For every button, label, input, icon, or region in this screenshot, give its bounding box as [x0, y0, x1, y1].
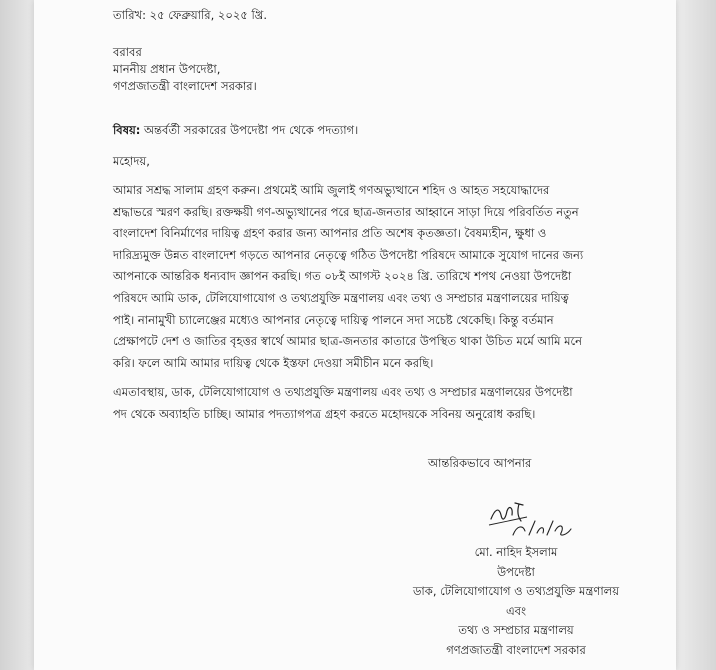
paragraph-line: পরিষদে আমি ডাক, টেলিযোগাযোগ ও তথ্যপ্রযুক্তি মন্ত্রণালয় এবং তথ্য ও সম্প্রচার মন্ত্রণালয়ের দায়িত্ব	[113, 290, 569, 305]
paragraph-line: শ্রদ্ধাভরে স্মরণ করছি। রক্তক্ষয়ী গণ-অভ্যুত্থানের পরে ছাত্র-জনতার আহ্বানে সাড়া দিয়ে পরিবর্তিত নতুন	[113, 204, 579, 219]
body-paragraph-1	[113, 180, 603, 374]
paragraph-line: এমতাবস্থায়, ডাক, টেলিযোগাযোগ ও তথ্যপ্রযুক্তি মন্ত্রণালয় এবং তথ্য ও সম্প্রচার মন্ত্রণালয়ের উপদেষ্টা	[113, 385, 573, 399]
salutation: মহোদয়,	[113, 154, 150, 168]
letter-page	[34, 0, 676, 670]
subject-label: বিষয়:	[113, 123, 141, 137]
paragraph-line: বাংলাদেশ বিনির্মাণের দায়িত্ব গ্রহণ করার জন্য আপনার প্রতি অশেষ কৃতজ্ঞতা। বৈষম্যহীন, ক্ষুধা ও	[113, 226, 547, 241]
recipient-line-3: গণপ্রজাতন্ত্রী বাংলাদেশ সরকার।	[113, 79, 257, 93]
signer-ministry-2: তথ্য ও সম্প্রচার মন্ত্রণালয়	[458, 623, 574, 637]
paragraph-line: আপনাকে আন্তরিক ধন্যবাদ জ্ঞাপন করছি। গত ০৮ই আগস্ট ২০২৪ খ্রি. তারিখে শপথ নেওয়া উপদেষ্টা	[113, 269, 572, 284]
paragraph-line: দারিদ্র্যমুক্ত উন্নত বাংলাদেশ গড়তে আপনার নেতৃত্বে গঠিত উপদেষ্টা পরিষদে আমাকে সুযোগ দানের জন্য	[113, 247, 584, 262]
handwritten-signature	[487, 495, 577, 541]
signer-block	[366, 543, 666, 660]
recipient-line-1: বরাবর	[113, 45, 142, 59]
closing-line: আন্তরিকভাবে আপনার	[428, 456, 532, 470]
subject-line	[113, 123, 358, 137]
body-paragraph-2	[113, 382, 603, 425]
signer-title: উপদেষ্টা	[497, 564, 535, 579]
background-right-edge	[676, 0, 716, 670]
subject-text: অন্তর্বর্তী সরকারের উপদেষ্টা পদ থেকে পদত্যাগ।	[140, 123, 359, 137]
background-left-edge	[0, 0, 34, 670]
letter-date: তারিখ: ২৫ ফেব্রুয়ারি, ২০২৫ খ্রি.	[113, 8, 267, 22]
signer-conjunction: এবং	[505, 603, 527, 618]
recipient-line-2: মাননীয় প্রধান উপদেষ্টা,	[113, 62, 221, 76]
signer-name: মো. নাহিদ ইসলাম	[474, 545, 558, 559]
signer-government: গণপ্রজাতন্ত্রী বাংলাদেশ সরকার	[446, 642, 586, 657]
paragraph-line: আমার সশ্রদ্ধ সালাম গ্রহণ করুন। প্রথমেই আমি জুলাই গণঅভ্যুত্থানে শহিদ ও আহত সহযোদ্ধাদের	[113, 183, 550, 197]
paragraph-line: পাই। নানামুখী চ্যালেঞ্জের মধ্যেও আপনার নেতৃত্বে দায়িত্ব পালনে সদা সচেষ্ট থেকেছি। কিন্তু বর্তমান	[113, 312, 554, 327]
paragraph-line: পদ থেকে অব্যাহতি চাচ্ছি। আমার পদত্যাগপত্র গ্রহণ করতে মহোদয়কে সবিনয় অনুরোধ করছি।	[113, 406, 536, 421]
signer-ministry-1: ডাক, টেলিযোগাযোগ ও তথ্যপ্রযুক্তি মন্ত্রণালয়	[412, 584, 620, 598]
paragraph-line: করি। ফলে আমি আমার দায়িত্ব থেকে ইস্তফা দেওয়া সমীচীন মনে করছি।	[113, 355, 434, 370]
paragraph-line: প্রেক্ষাপটে দেশ ও জাতির বৃহত্তর স্বার্থে আমার ছাত্র-জনতার কাতারে উপস্থিত থাকা উচিত মর্মে আমি মনে	[113, 334, 583, 349]
